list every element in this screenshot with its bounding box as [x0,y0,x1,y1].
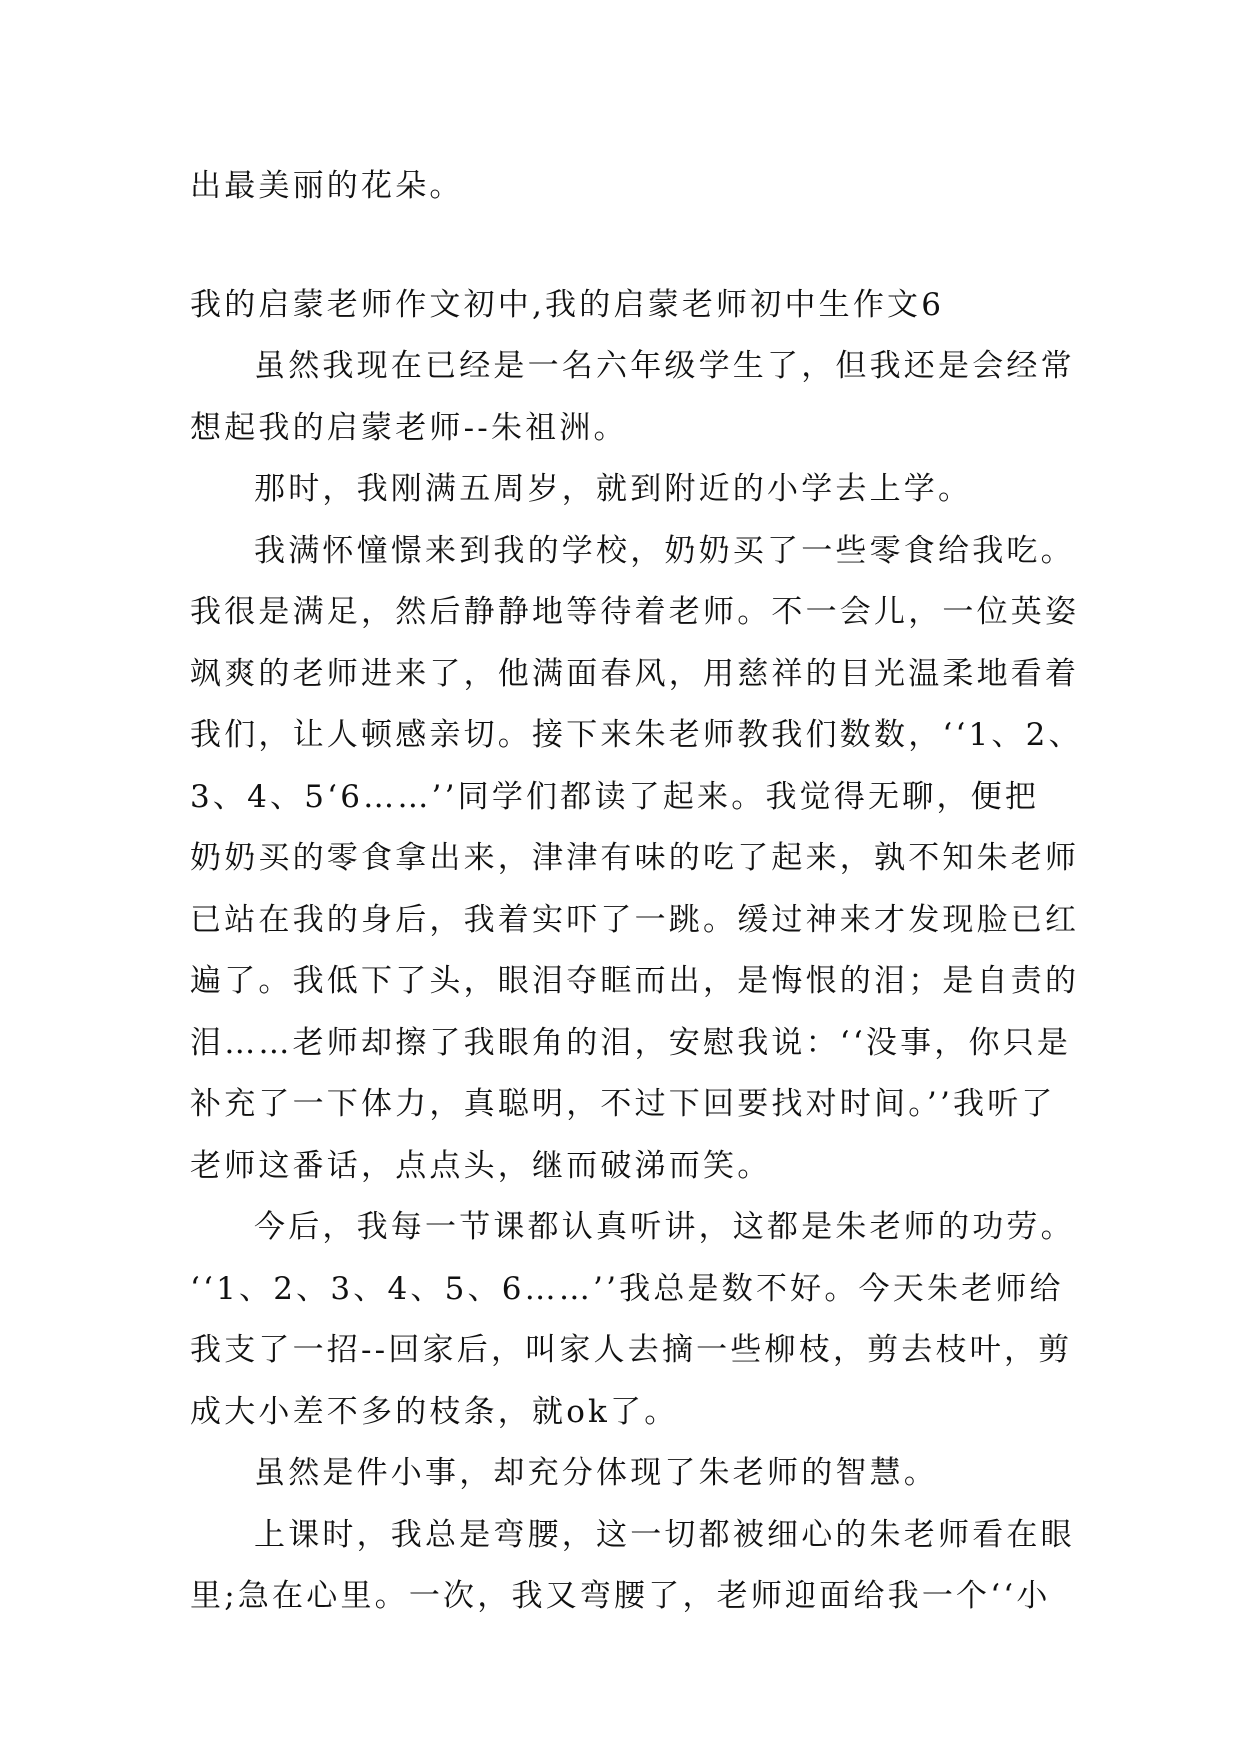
paragraph-gap [190,218,1060,275]
body-line: 那时，我刚满五周岁，就到附近的小学去上学。 [254,471,973,507]
body-line: 泪……老师却擦了我眼角的泪，安慰我说：‘‘没事，你只是 [190,1024,1072,1061]
body-line: 虽然是件小事，却充分体现了朱老师的智慧。 [254,1455,938,1491]
body-line: 老师这番话，点点头，继而破涕而笑。 [190,1147,772,1184]
body-line: 飒爽的老师进来了，他满面春风，用慈祥的目光温柔地看着 [190,655,1080,692]
body-line: 我们，让人顿感亲切。接下来朱老师教我们数数，‘‘1、2、 [190,717,1083,753]
document-body [190,156,1083,1628]
article-heading: 我的启蒙老师作文初中,我的启蒙老师初中生作文6 [190,286,945,323]
body-line: 今后，我每一节课都认真听讲，这都是朱老师的功劳。 [254,1209,1075,1245]
body-line: 奶奶买的零食拿出来，津津有味的吃了起来，孰不知朱老师 [190,840,1080,876]
body-line: 里;急在心里。一次，我又弯腰了，老师迎面给我一个‘‘小 [190,1578,1051,1614]
body-line: 上课时，我总是弯腰，这一切都被细心的朱老师看在眼 [254,1516,1075,1553]
opening-line: 出最美丽的花朵。 [190,168,464,204]
body-line: 已站在我的身后，我着实吓了一跳。缓过神来才发现脸已红 [190,901,1080,938]
body-line: 我满怀憧憬来到我的学校，奶奶买了一些零食给我吃。 [254,532,1075,569]
body-line: 3、4、5‘6……’’同学们都读了起来。我觉得无聊，便把 [190,778,1040,815]
body-line: 补充了一下体力，真聪明，不过下回要找对时间。’’我听了 [190,1086,1056,1122]
body-line: ‘‘1、2、3、4、5、6……’’我总是数不好。今天朱老师给 [190,1270,1064,1307]
body-line: 想起我的启蒙老师--朱祖洲。 [190,409,628,446]
body-line: 虽然我现在已经是一名六年级学生了，但我还是会经常 [254,348,1075,384]
body-line: 成大小差不多的枝条，就ok了。 [190,1393,679,1430]
body-line: 遍了。我低下了头，眼泪夺眶而出，是悔恨的泪；是自责的 [190,963,1080,999]
body-line: 我很是满足，然后静静地等待着老师。不一会儿，一位英姿 [190,594,1080,630]
body-line: 我支了一招--回家后，叫家人去摘一些柳枝，剪去枝叶，剪 [190,1332,1073,1368]
